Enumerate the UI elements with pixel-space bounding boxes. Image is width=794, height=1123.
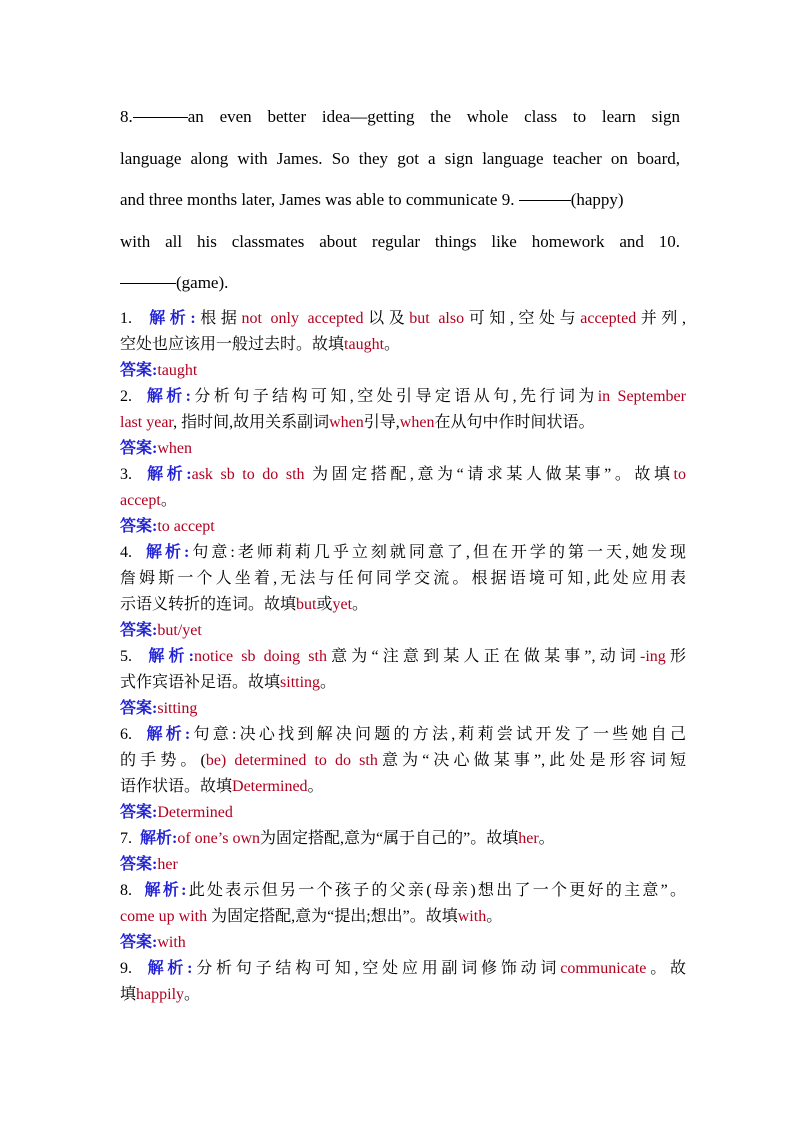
explanation-text: notice sb doing sth意为“注意到某人正在做某事”,动词-ing形 bbox=[194, 648, 686, 665]
explanation-continuation bbox=[120, 982, 686, 1008]
analysis-label: 解析: bbox=[146, 388, 192, 405]
analysis-label: 解析: bbox=[147, 960, 193, 977]
explanation-text: 式作宾语补足语。故填sitting。 bbox=[120, 674, 337, 691]
answer-line bbox=[120, 800, 686, 826]
analysis-label: 解析: bbox=[146, 544, 190, 561]
answer-value: taught bbox=[157, 362, 198, 379]
answer-label: 答案: bbox=[120, 362, 158, 379]
answer-label: 答案: bbox=[120, 934, 158, 951]
item-number: 7. bbox=[120, 830, 132, 847]
explanation-text: ask sb to do sth 为固定搭配,意为“请求某人做某事”。故填to bbox=[191, 466, 686, 483]
analysis-label: 解析: bbox=[149, 310, 196, 327]
explanation-line bbox=[120, 956, 686, 982]
explanation-text: 示语义转折的连词。故填but或yet。 bbox=[120, 596, 369, 613]
analysis-label: 解析: bbox=[147, 466, 192, 483]
explanation-continuation bbox=[120, 592, 686, 618]
explanation-text: 语作状语。故填Determined。 bbox=[120, 778, 324, 795]
explanation-line bbox=[120, 878, 686, 904]
analysis-label: 解析: bbox=[144, 882, 187, 899]
answer-line bbox=[120, 436, 686, 462]
explanation-text: of one’s own为固定搭配,意为“属于自己的”。故填her。 bbox=[177, 830, 555, 847]
answer-label: 答案: bbox=[120, 622, 158, 639]
explanation-continuation bbox=[120, 488, 686, 514]
item-number: 4. bbox=[120, 544, 132, 561]
explanation-line bbox=[120, 644, 686, 670]
explanation-continuation bbox=[120, 410, 686, 436]
explanation-text: 詹姆斯一个人坐着,无法与任何同学交流。根据语境可知,此处应用表 bbox=[120, 570, 686, 587]
answer-blank-8 bbox=[133, 116, 188, 118]
passage-line-5 bbox=[120, 262, 680, 304]
item-number: 1. bbox=[120, 310, 132, 327]
analysis-label: 解析: bbox=[148, 648, 195, 665]
item-number: 6. bbox=[120, 726, 132, 743]
item-number: 2. bbox=[120, 388, 132, 405]
item-number: 3. bbox=[120, 466, 132, 483]
answer-value: her bbox=[157, 856, 178, 873]
item-number: 8. bbox=[120, 107, 133, 126]
analysis-label: 解析: bbox=[140, 830, 178, 847]
explanation-text: 填happily。 bbox=[120, 986, 201, 1003]
explanation-continuation bbox=[120, 904, 686, 930]
cloze-passage bbox=[120, 96, 680, 304]
explanation-continuation bbox=[120, 748, 686, 774]
passage-line-3 bbox=[120, 179, 680, 221]
explanation-text: last year, 指时间,故用关系副词when引导,when在从句中作时间状语。 bbox=[120, 414, 595, 431]
passage-line-4: with all his classmates about regular things like homework and 10. bbox=[120, 231, 680, 251]
answer-line bbox=[120, 852, 686, 878]
explanation-continuation bbox=[120, 670, 686, 696]
answer-key bbox=[120, 306, 686, 1008]
answer-value: to accept bbox=[157, 518, 215, 535]
explanation-line bbox=[120, 462, 686, 488]
explanation-text: accept。 bbox=[120, 492, 177, 509]
explanation-text: 根据not only accepted以及but also可知,空处与accepted并列, bbox=[195, 310, 686, 327]
explanation-text: 此处表示但另一个孩子的父亲(母亲)想出了一个更好的主意”。 bbox=[186, 882, 686, 899]
explanation-line bbox=[120, 384, 686, 410]
explanation-text: 句意:决心找到解决问题的方法,莉莉尝试开发了一些她自己 bbox=[190, 726, 686, 743]
answer-label: 答案: bbox=[120, 856, 158, 873]
explanation-line bbox=[120, 722, 686, 748]
word-hint: (happy) bbox=[570, 190, 624, 209]
answer-value: with bbox=[157, 934, 186, 951]
answer-blank-9 bbox=[519, 199, 571, 201]
explanation-text: 句意:老师莉莉几乎立刻就同意了,但在开学的第一天,她发现 bbox=[189, 544, 686, 561]
explanation-continuation bbox=[120, 566, 686, 592]
explanation-text: come up with 为固定搭配,意为“提出;想出”。故填with。 bbox=[120, 908, 503, 925]
answer-value: Determined bbox=[157, 804, 233, 821]
explanation-continuation bbox=[120, 332, 686, 358]
explanation-line bbox=[120, 306, 686, 332]
passage-line-1 bbox=[120, 96, 680, 138]
answer-line bbox=[120, 358, 686, 384]
analysis-label: 解析: bbox=[146, 726, 191, 743]
answer-label: 答案: bbox=[120, 518, 158, 535]
answer-line bbox=[120, 514, 686, 540]
answer-line bbox=[120, 930, 686, 956]
item-number: 9. bbox=[120, 960, 132, 977]
explanation-text: 分析句子结构可知,空处应用副词修饰动词communicate。故 bbox=[192, 960, 686, 977]
explanation-line bbox=[120, 540, 686, 566]
answer-label: 答案: bbox=[120, 440, 158, 457]
item-number: 5. bbox=[120, 648, 132, 665]
passage-text: and three months later, James was able to communicate 9. bbox=[120, 190, 515, 209]
passage-text: an even better idea—getting the whole class to learn sign bbox=[187, 107, 680, 126]
item-number: 8. bbox=[120, 882, 132, 899]
answer-value: but/yet bbox=[157, 622, 202, 639]
answer-label: 答案: bbox=[120, 804, 158, 821]
word-hint: (game). bbox=[176, 273, 229, 292]
explanation-text: 分析句子结构可知,空处引导定语从句,先行词为in September bbox=[191, 388, 686, 405]
explanation-continuation bbox=[120, 774, 686, 800]
answer-label: 答案: bbox=[120, 700, 158, 717]
explanation-text: 空处也应该用一般过去时。故填taught。 bbox=[120, 336, 401, 353]
answer-line bbox=[120, 618, 686, 644]
answer-line bbox=[120, 696, 686, 722]
answer-blank-10 bbox=[120, 282, 176, 284]
explanation-line bbox=[120, 826, 686, 852]
answer-value: when bbox=[157, 440, 192, 457]
explanation-text: 的手势。(be) determined to do sth意为“决心做某事”,此处是形容词短 bbox=[120, 752, 686, 769]
passage-line-2: language along with James. So they got a sign language teacher on board, bbox=[120, 148, 680, 168]
answer-value: sitting bbox=[157, 700, 198, 717]
